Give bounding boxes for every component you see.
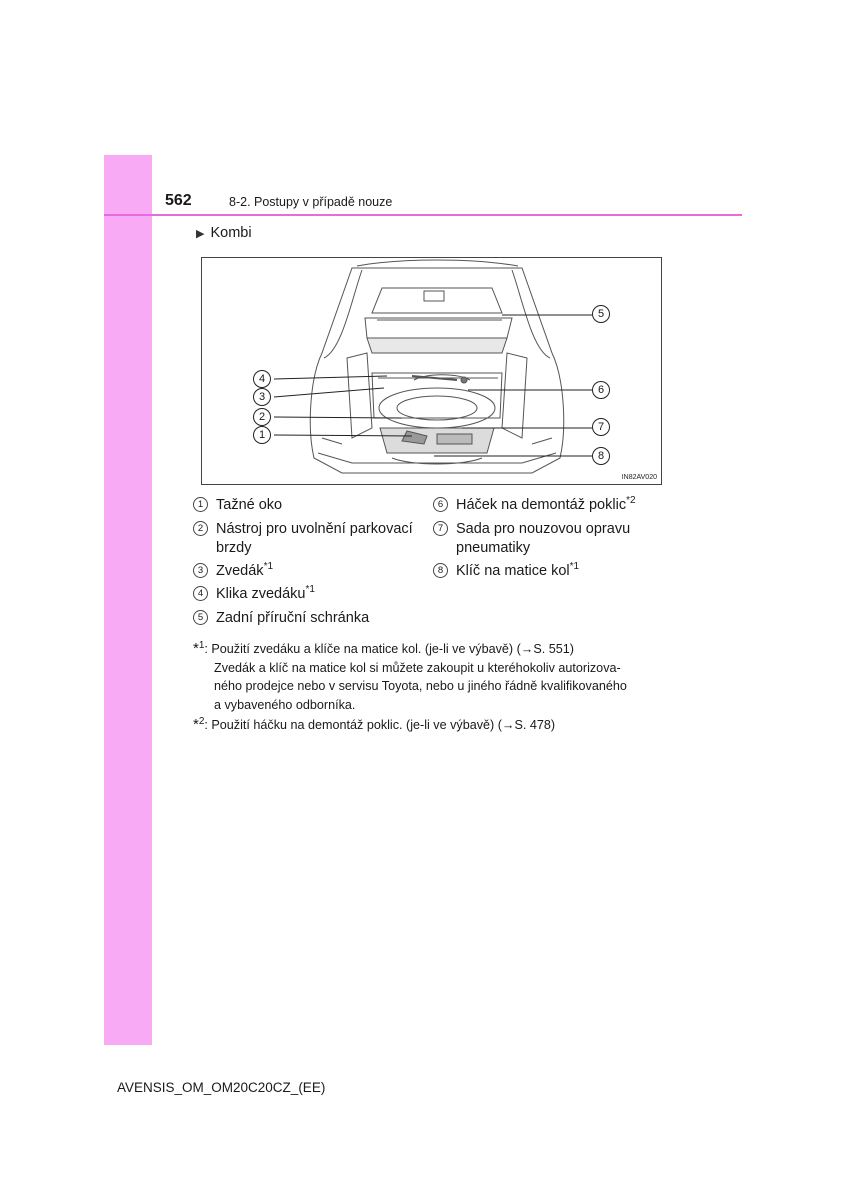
footnote-mark: *2: [626, 495, 636, 507]
footnote-number: 1: [198, 639, 205, 651]
callout-2: 2: [253, 408, 271, 426]
legend-item-5: [193, 609, 369, 628]
legend-item-2: [193, 520, 413, 558]
legend-item-3: [193, 562, 273, 581]
legend-text-continued: brzdy: [216, 540, 252, 556]
legend-item-4: [193, 585, 315, 604]
footnote-line: : Použití háčku na demontáž poklic. (je-li ve výbavě) (→S. 478): [204, 718, 556, 732]
legend-text: Nástroj pro uvolnění parkovací: [216, 521, 413, 537]
footnote-asterisk: *: [193, 640, 199, 657]
legend-number: 8: [433, 563, 448, 578]
legend-number: 3: [193, 563, 208, 578]
legend-text: Zadní příruční schránka: [216, 610, 370, 626]
footnote-asterisk: *: [193, 716, 199, 733]
variant-label: Kombi: [210, 225, 252, 241]
legend-text: Klika zvedáku: [216, 586, 306, 602]
footnote-line: ného prodejce nebo v servisu Toyota, nebo u jiného řádně kvalifikovaného: [214, 679, 627, 693]
legend-text: Háček na demontáž poklic: [456, 497, 627, 513]
footnote-mark: *1: [569, 561, 580, 573]
footnote-1: [193, 640, 673, 714]
legend-number: 6: [433, 497, 448, 512]
legend-text: Sada pro nouzovou opravu: [456, 521, 631, 537]
legend-item-8: [433, 562, 579, 581]
header-rule: [104, 214, 742, 216]
legend-text: Klíč na matice kol: [456, 563, 570, 579]
callout-1: 1: [253, 426, 271, 444]
legend-number: 7: [433, 521, 448, 536]
footnote-2: [193, 716, 673, 735]
callout-8: 8: [592, 447, 610, 465]
page-number: 562: [165, 192, 192, 209]
document-code: AVENSIS_OM_OM20C20CZ_(EE): [117, 1080, 326, 1095]
legend-text: Tažné oko: [216, 497, 283, 513]
figure-code: IN82AV020: [621, 474, 657, 481]
legend-number: 2: [193, 521, 208, 536]
legend-item-6: [433, 496, 636, 515]
section-title: 8-2. Postupy v případě nouze: [229, 195, 393, 209]
variant-heading: [196, 225, 252, 241]
legend-item-7: [433, 520, 630, 558]
legend-number: 1: [193, 497, 208, 512]
footnote-line: a vybaveného odborníka.: [214, 697, 356, 712]
callout-5: 5: [592, 305, 610, 323]
legend-item-1: [193, 496, 282, 515]
trunk-illustration: [201, 257, 662, 485]
callout-3: 3: [253, 388, 271, 406]
callout-4: 4: [253, 370, 271, 388]
footnote-mark: *1: [305, 584, 315, 596]
legend-number: 4: [193, 586, 208, 601]
footnote-number: 2: [198, 715, 205, 727]
callout-7: 7: [592, 418, 610, 436]
footnote-line: : Použití zvedáku a klíče na matice kol. (je-li ve výbavě) (→S. 551): [204, 642, 574, 656]
chapter-side-tab: [104, 155, 152, 1045]
footnote-line: Zvedák a klíč na matice kol si můžete zakoupit u kteréhokoliv autorizova-: [214, 660, 621, 675]
callout-6: 6: [592, 381, 610, 399]
legend-number: 5: [193, 610, 208, 625]
triangle-bullet-icon: ▶: [196, 228, 205, 240]
legend-text: Zvedák: [216, 563, 264, 579]
footnote-mark: *1: [263, 561, 274, 573]
legend-text-continued: pneumatiky: [456, 540, 531, 556]
